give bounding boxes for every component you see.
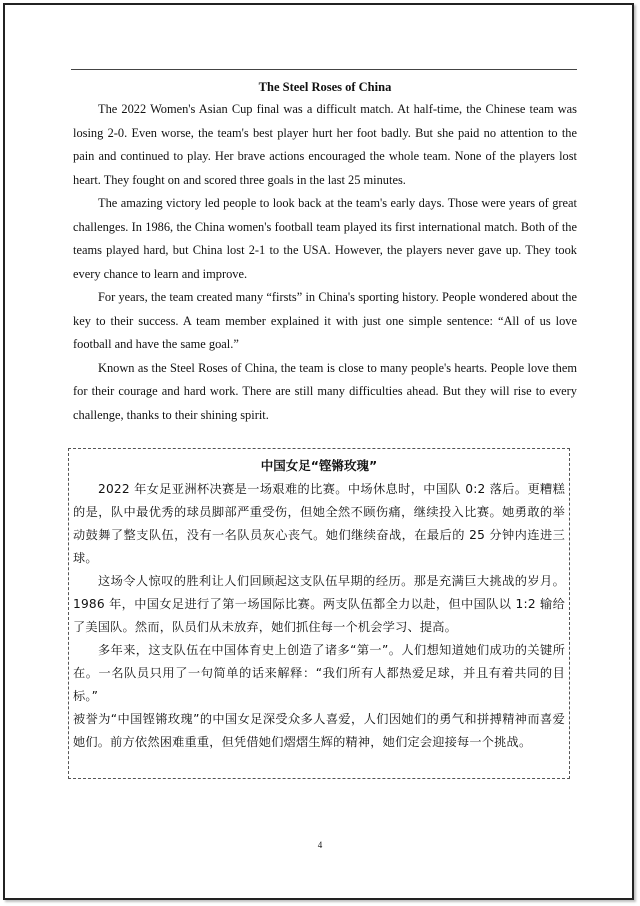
page [3,3,634,900]
chinese-paragraph-4: 被誉为“中国铿锵玫瑰”的中国女足深受众多人喜爱，人们因她们的勇气和拼搏精神而喜爱她们。前方依然困难重重，但凭借她们熠熠生辉的精神，她们定会迎接每一个挑战。 [73,712,565,749]
english-paragraph-4: Known as the Steel Roses of China, the team is close to many people's hearts. People love them for their courage and hard work. There are still many difficulties ahead. But they will rise to every challenge, thanks to their shining spirit. [73,360,577,422]
english-article [73,77,577,427]
english-paragraph-1: The 2022 Women's Asian Cup final was a difficult match. At half-time, the Chinese team was losing 2-0. Even worse, the team's best player hurt her foot badly. But she paid no attention to the pain and continued to play. Her brave actions encouraged the whole team. None of the players lost heart. They fought on and scored three goals in the last 25 minutes. [73,102,577,187]
english-paragraph-3: For years, the team created many “firsts” in China's sporting history. People wondered about the key to their success. A team member explained it with just one simple sentence: “All of us love football and have the same goal.” [73,290,577,351]
page-number: 4 [317,840,323,850]
header-rule [71,69,577,70]
chinese-title: 中国女足“铿锵玫瑰” [260,458,378,473]
chinese-translation-box [68,448,570,779]
chinese-paragraph-1: 2022 年女足亚洲杯决赛是一场艰难的比赛。中场休息时，中国队 0:2 落后。更糟糕的是，队中最优秀的球员脚部严重受伤，但她全然不顾伤痛，继续投入比赛。她勇敢的举动鼓舞了整支队伍，没有一名队员灰心丧气。她们继续奋战，在最后的 25 分钟内连进三球。 [73,482,565,565]
english-paragraph-2: The amazing victory led people to look back at the team's early days. Those were years of great challenges. In 1986, the China women's football team played its first international match. Both of the teams played hard, but China lost 2-1 to the USA. However, the players never gave up. They took every chance to learn and improve. [73,196,577,281]
chinese-paragraph-3: 多年来，这支队伍在中国体育史上创造了诸多“第一”。人们想知道她们成功的关键所在。一名队员只用了一句简单的话来解释：“我们所有人都热爱足球，并且有着共同的目标。” [73,643,565,703]
article-title: The Steel Roses of China [258,80,392,94]
chinese-paragraph-2: 这场令人惊叹的胜利让人们回顾起这支队伍早期的经历。那是充满巨大挑战的岁月。1986 年，中国女足进行了第一场国际比赛。两支队伍都全力以赴，但中国队以 1:2 输给了美国队。然而，队员们从未放弃，她们抓住每一个机会学习、提高。 [73,574,565,634]
